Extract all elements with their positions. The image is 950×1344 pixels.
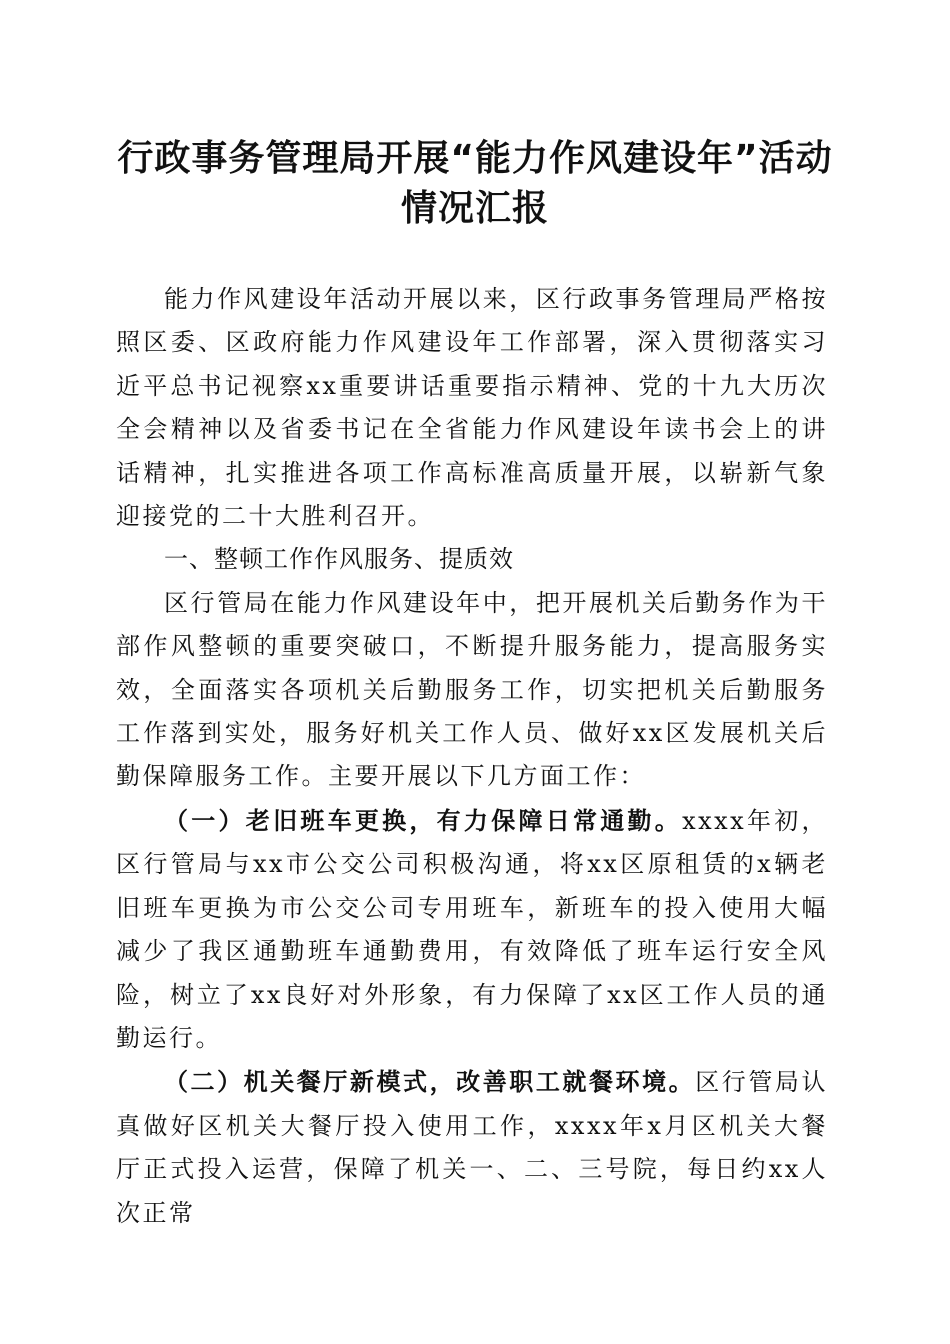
paragraph-intro: 能力作风建设年活动开展以来，区行政事务管理局严格按照区委、区政府能力作风建设年工作部署，深入贯彻落实习近平总书记视察xx重要讲话重要指示精神、党的十九大历次全会精神以及省委书记在全省能力作风建设年读书会上的讲话精神，扎实推进各项工作高标准高质量开展，以崭新气象迎接党的二十大胜利召开。 — [116, 285, 828, 531]
item-1-text: xxxx年初，区行管局与xx市公交公司积极沟通，将xx区原租赁的x辆老旧班车更换为市公交公司专用班车，新班车的投入使用大幅减少了我区通勤班车通勤费用，有效降低了班车运行安全风险，树立了xx良好对外形象，有力保障了xx区工作人员的通勤运行。 — [116, 806, 829, 1052]
title-line-2: 情况汇报 — [400, 188, 549, 229]
item-1-lead: （一）老旧班车更换，有力保障日常通勤。 — [164, 805, 683, 835]
item-2-lead: （二）机关餐厅新模式，改善职工就餐环境。 — [164, 1067, 696, 1097]
paragraph-section-1: 区行管局在能力作风建设年中，把开展机关后勤务作为干部作风整顿的重要突破口，不断提升服务能力，提高服务实效，全面落实各项机关后勤服务工作，切实把机关后勤服务工作落到实处，服务好机关工作人员、做好xx区发展机关后勤保障服务工作。主要开展以下几方面工作： — [116, 588, 828, 791]
item-2-text: 区行管局认真做好区机关大餐厅投入使用工作，xxxx年x月区机关大餐厅正式投入运营，保障了机关一、二、三号院，每日约xx人次正常 — [116, 1068, 828, 1227]
document-body — [116, 278, 828, 1235]
paragraph-item-1 — [116, 799, 828, 1060]
title-line-1: 行政事务管理局开展“能力作风建设年”活动 — [117, 138, 833, 179]
document-title — [100, 134, 850, 234]
section-heading-1: 一、整顿工作作风服务、提质效 — [164, 545, 514, 574]
paragraph-item-2 — [116, 1060, 828, 1235]
